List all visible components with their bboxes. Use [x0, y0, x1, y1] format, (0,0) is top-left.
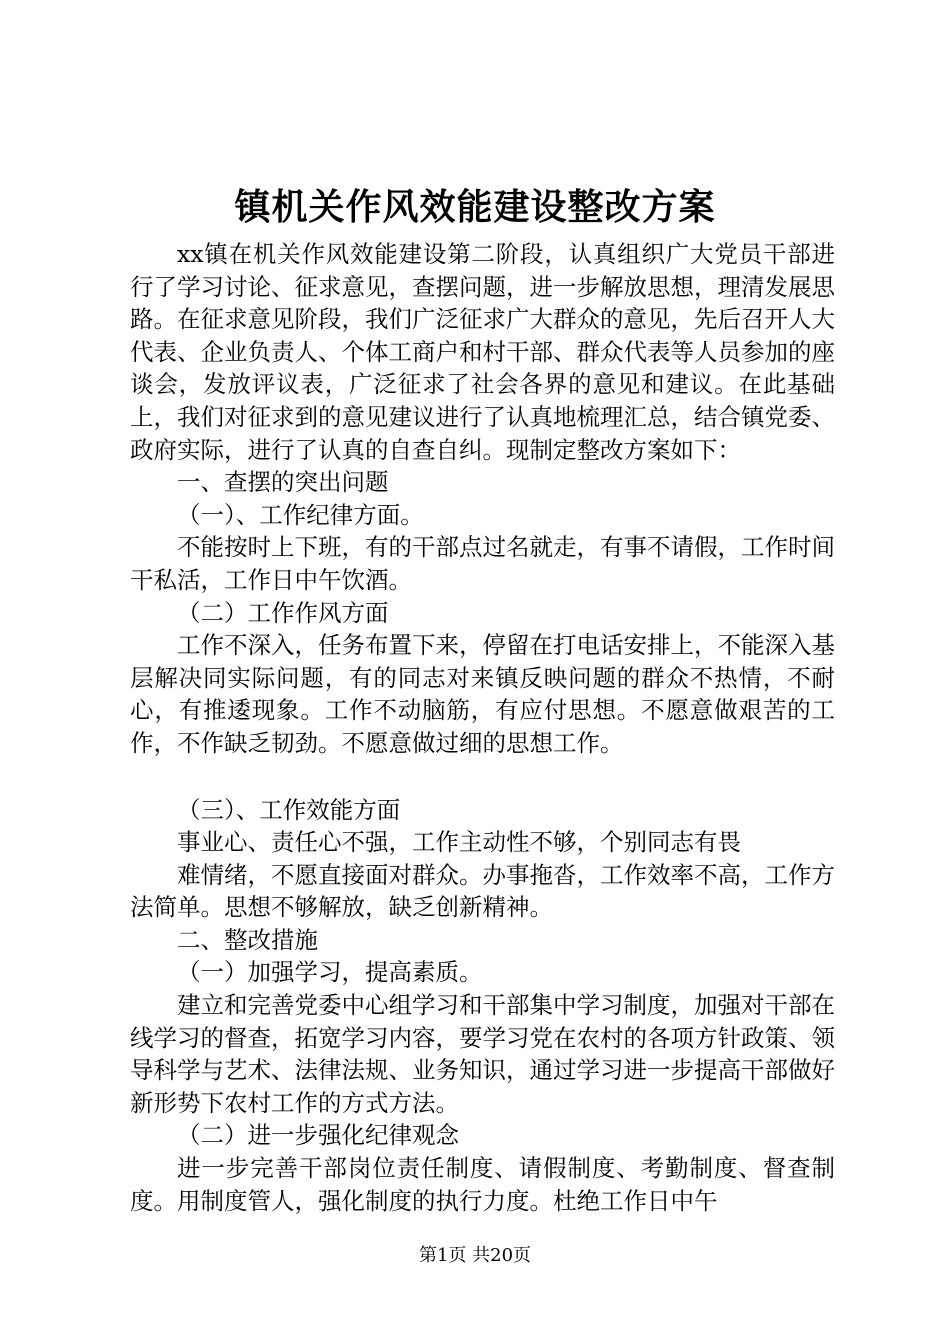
intro-paragraph: xx镇在机关作风效能建设第二阶段，认真组织广大党员干部进行了学习讨论、征求意见，查摆问题，进一步解放思想，理清发展思路。在征求意见阶段，我们广泛征求广大群众的意见，先后召开人大代表、企业负责人、个体工商户和村干部、群众代表等人员参加的座谈会，发放评议表，广泛征求了社会各界的意见和建议。在此基础上，我们对征求到的意见建议进行了认真地梳理汇总，结合镇党委、政府实际，进行了认真的自查自纠。现制定整改方案如下： [130, 240, 835, 464]
subheading-discipline-awareness: （二）进一步强化纪律观念 [177, 1121, 459, 1150]
paragraph-gap [130, 760, 835, 794]
paragraph-discipline-awareness: 进一步完善干部岗位责任制度、请假制度、考勤制度、督查制度。用制度管人，强化制度的执行力度。杜绝工作日中午 [130, 1154, 835, 1215]
subheading-study: （一）加强学习，提高素质。 [177, 958, 483, 987]
paragraph-efficiency-line-1: 事业心、责任心不强，工作主动性不够，个别同志有畏 [177, 828, 741, 857]
document-body [130, 238, 835, 1217]
subheading-discipline: （一）、工作纪律方面。 [177, 500, 424, 529]
section-heading-problems: 一、查摆的突出问题 [177, 468, 389, 497]
subheading-style: （二）工作作风方面 [177, 598, 389, 627]
document-title: 镇机关作风效能建设整改方案 [234, 186, 716, 228]
paragraph-style: 工作不深入，任务布置下来，停留在打电话安排上，不能深入基层解决同实际问题，有的同志对来镇反映问题的群众不热情，不耐心，有推逶现象。工作不动脑筋，有应付思想。不愿意做艰苦的工作，不作缺乏韧劲。不愿意做过细的思想工作。 [130, 631, 835, 757]
paragraph-efficiency-line-2: 难情绪，不愿直接面对群众。办事拖沓，工作效率不高，工作方法简单。思想不够解放，缺乏创新精神。 [130, 860, 835, 922]
page-footer: 第1页 共20页 [418, 1245, 532, 1266]
paragraph-discipline: 不能按时上下班，有的干部点过名就走，有事不请假，工作时间干私活，工作日中午饮酒。 [130, 533, 835, 594]
section-heading-measures: 二、整改措施 [177, 925, 318, 954]
subheading-efficiency: （三）、工作效能方面 [177, 795, 401, 824]
paragraph-study: 建立和完善党委中心组学习和干部集中学习制度，加强对干部在线学习的督查，拓宽学习内容，要学习党在农村的各项方针政策、领导科学与艺术、法律法规、业务知识，通过学习进一步提高干部做好新形势下农村工作的方式方法。 [130, 991, 835, 1117]
